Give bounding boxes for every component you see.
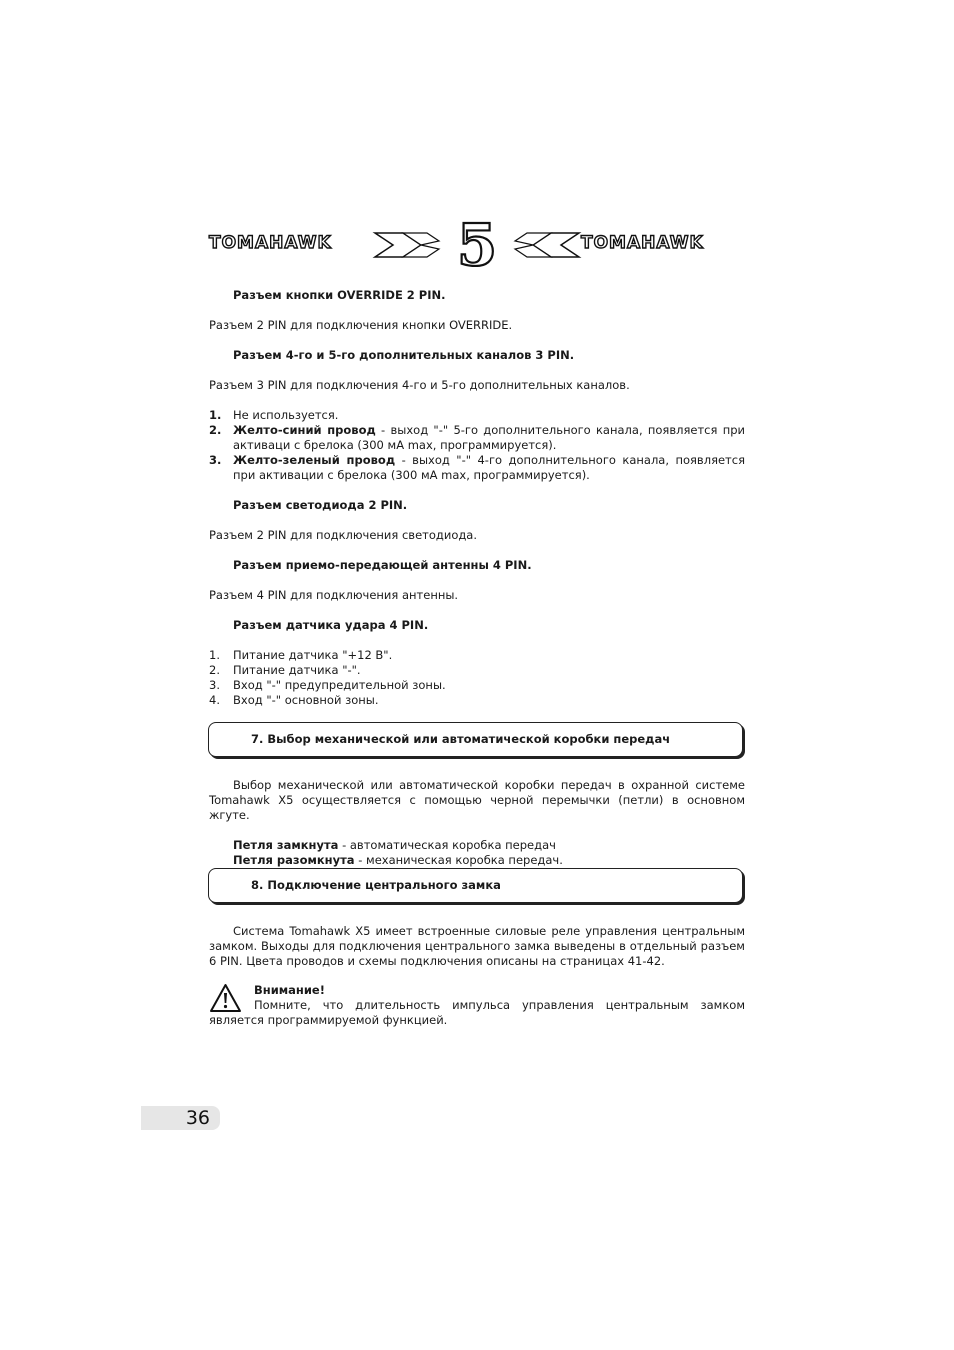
heading-shock: Разъем датчика удара 4 PIN. [233, 618, 429, 632]
warning-block [209, 983, 745, 1028]
text-channels: Разъем 3 PIN для подключения 4-го и 5-го дополнительных каналов. [209, 378, 630, 392]
logo-graphic [207, 217, 747, 267]
section-8-title: 8. Подключение центрального замка [251, 878, 501, 892]
text-override: Разъем 2 PIN для подключения кнопки OVERRIDE. [209, 318, 513, 332]
text-antenna: Разъем 4 PIN для подключения антенны. [209, 588, 459, 602]
section-7-body [209, 778, 745, 868]
warning-triangle-icon [209, 983, 242, 1013]
page-number: 36 [185, 1107, 210, 1129]
section-8-title-box [208, 868, 743, 903]
list-item: 2. Желто-синий провод - выход "-" 5-го дополнительного канала, появляется при активаци с брелока (300 мА max, программируется). [209, 423, 745, 452]
heading-led: Разъем светодиода 2 PIN. [233, 498, 408, 512]
warning-text: Помните, что длительность импульса управления центральным замком является программируемой функцией. [209, 998, 745, 1027]
shock-list [209, 648, 745, 708]
section-7-title-box [208, 722, 743, 757]
list-item: 4. Вход "-" основной зоны. [209, 693, 379, 707]
loop-closed-line: Петля замкнута - автоматическая коробка передач [233, 838, 556, 852]
warning-title: Внимание! [254, 983, 325, 997]
channels-list [209, 408, 745, 483]
list-item: 2. Питание датчика "-". [209, 663, 361, 677]
tomahawk-x5-logo [207, 217, 747, 267]
list-item: 1. Не используется. [209, 408, 339, 422]
loop-open-line: Петля разомкнута - механическая коробка передач. [233, 853, 563, 867]
heading-channels: Разъем 4-го и 5-го дополнительных каналов 3 PIN. [233, 348, 575, 362]
section-7-text: Выбор механической или автоматической коробки передач в охранной системе Tomahawk X5 осуществляется с помощью черной перемычки (петли) в основном жгуте. [209, 778, 745, 822]
heading-override: Разъем кнопки OVERRIDE 2 PIN. [233, 288, 446, 302]
list-item: 3. Желто-зеленый провод - выход "-" 4-го дополнительного канала, появляется при активации с брелока (300 мА max, программируется). [209, 453, 745, 482]
section-8-body [209, 924, 745, 969]
brand-left: TOMAHAWK [209, 233, 332, 253]
section-8-text: Система Tomahawk X5 имеет встроенные силовые реле управления центральным замком. Выходы для подключения центрального замка выведены в отдельный разъем 6 PIN. Цвета проводов и схемы подключения описаны на страницах 41-42. [209, 924, 745, 968]
section-7-title: 7. Выбор механической или автоматической коробки передач [251, 732, 671, 746]
content [209, 288, 745, 708]
text-led: Разъем 2 PIN для подключения светодиода. [209, 528, 478, 542]
list-item: 3. Вход "-" предупредительной зоны. [209, 678, 446, 692]
brand-right: TOMAHAWK [581, 233, 704, 253]
model-number: 5 [456, 217, 498, 267]
list-item: 1. Питание датчика "+12 В". [209, 648, 393, 662]
heading-antenna: Разъем приемо-передающей антенны 4 PIN. [233, 558, 532, 572]
page-number-tab [141, 1106, 220, 1130]
